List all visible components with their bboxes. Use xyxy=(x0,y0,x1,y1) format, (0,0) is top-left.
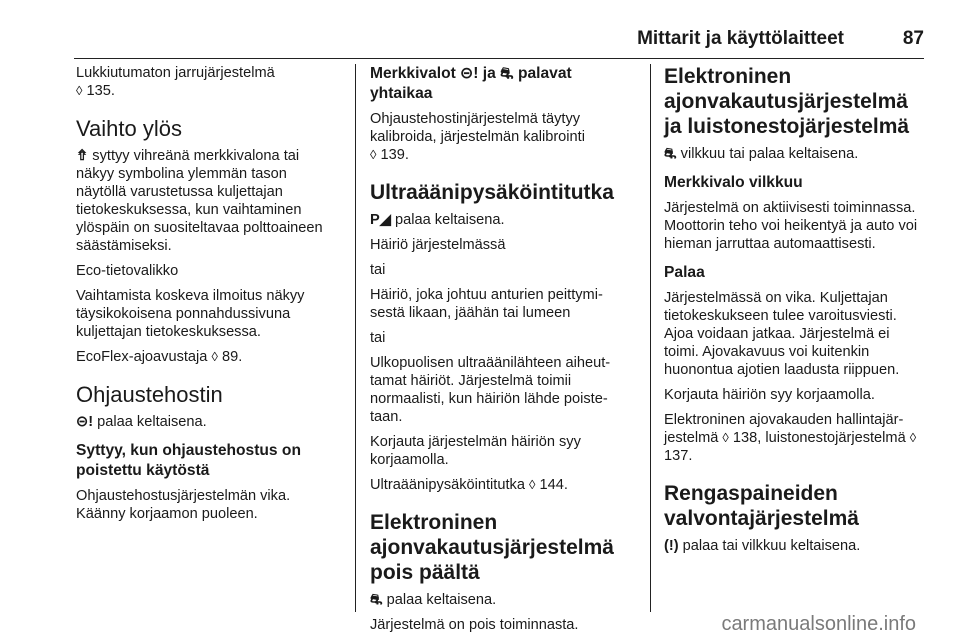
intro-text: Lukkiutumaton jarrujärjestelmä ◊ 135. xyxy=(76,65,275,99)
paragraph: tai xyxy=(370,262,386,278)
subheading: Palaa xyxy=(664,264,705,281)
paragraph: Ultraäänipysäköintitutka ◊ 144. xyxy=(370,477,568,493)
paragraph: Korjauta häiriön syy korjaamolla. xyxy=(664,387,875,403)
heading-esc-off: Elektroninen ajonvakautusjärjestelmä pois päältä xyxy=(370,511,614,584)
steering-warning-icon: ⊝! xyxy=(460,65,479,82)
paragraph: Häiriö järjestelmässä xyxy=(370,237,506,253)
reference-icon: ◊ xyxy=(211,349,218,364)
section-title: Mittarit ja käyttölaitteet xyxy=(637,28,844,49)
paragraph: ⊝! palaa keltaisena. xyxy=(76,414,207,430)
reference-icon: ◊ xyxy=(76,83,83,98)
paragraph: Korjauta järjestelmän häiriön syy korjaamolla. xyxy=(370,434,581,468)
column-1 xyxy=(76,64,338,530)
paragraph: ⇮ syttyy vihreänä merkkivalona tai näkyy symbolina ylemmän tason näytöllä varustetussa kuljettajan tietokeskuksessa, kun vaihtaminen ylöspäin on suositeltavaa polttoaineen säästämiseksi. xyxy=(76,148,323,254)
paragraph: EcoFlex-ajoavustaja ◊ 89. xyxy=(76,349,243,365)
heading-esc: Elektroninen ajonvakautusjärjestelmä ja luistonestojärjestelmä xyxy=(664,65,910,138)
reference-icon: ◊ xyxy=(529,477,536,492)
paragraph: P◢ palaa keltaisena. xyxy=(370,212,505,228)
upshift-icon: ⇮ xyxy=(76,148,89,164)
paragraph: tai xyxy=(370,330,386,346)
paragraph: Järjestelmä on pois toiminnasta. xyxy=(370,617,579,633)
esc-off-icon: ⛐ xyxy=(370,592,383,608)
paragraph: Vaihtamista koskeva ilmoitus näkyy täysikokoisena ponnahdussivuna kuljettajan tietokeskuksessa. xyxy=(76,288,305,340)
esc-icon: ⛐ xyxy=(500,65,514,82)
column-divider xyxy=(650,64,651,612)
reference-icon: ◊ xyxy=(370,147,377,162)
header-divider xyxy=(74,58,924,59)
heading-ohjaus: Ohjaustehostin xyxy=(76,382,223,407)
heading-tpms: Rengaspaineiden valvontajärjestelmä xyxy=(664,482,859,530)
reference-icon: ◊ xyxy=(722,430,729,445)
paragraph: Ulkopuolisen ultraäänilähteen aiheuttamat häiriöt. Järjestelmä toimii normaalisti, kun häiriön lähde poistetaan. xyxy=(370,355,611,425)
column-3 xyxy=(664,64,926,562)
watermark: carmanualsonline.info xyxy=(721,613,916,635)
subheading: Syttyy, kun ohjaustehostus on poistettu käytöstä xyxy=(76,442,301,479)
page-header xyxy=(74,28,924,54)
steering-warning-icon: ⊝! xyxy=(76,414,94,430)
paragraph: Ohjaustehostusjärjestelmän vika. Käänny korjaamon puoleen. xyxy=(76,488,291,522)
parking-sensor-icon: P◢ xyxy=(370,212,391,228)
paragraph: ⛐ vilkkuu tai palaa keltaisena. xyxy=(664,146,859,162)
page-number: 87 xyxy=(902,28,924,49)
heading-ultra: Ultraäänipysäköintitutka xyxy=(370,181,614,204)
column-2 xyxy=(370,64,632,641)
paragraph: Elektroninen ajovakauden hallintajärjestelmä ◊ 138, luistonestojärjestelmä ◊ 137. xyxy=(664,412,917,464)
tire-pressure-icon: (!) xyxy=(664,538,679,554)
column-divider xyxy=(355,64,356,612)
paragraph: Häiriö, joka johtuu anturien peittymisestä likaan, jäähän tai lumeen xyxy=(370,287,603,321)
subheading-merkkivalot: Merkkivalot ⊝! ja ⛐ palavat yhtaikaa xyxy=(370,65,572,102)
paragraph: (!) palaa tai vilkkuu keltaisena. xyxy=(664,538,861,554)
esc-icon: ⛐ xyxy=(664,146,677,162)
subheading: Merkkivalo vilkkuu xyxy=(664,174,803,191)
paragraph: Järjestelmä on aktiivisesti toiminnassa. Moottorin teho voi heikentyä ja auto voi hieman jarruttaa automaattisesti. xyxy=(664,200,918,252)
paragraph: ⛐ palaa keltaisena. xyxy=(370,592,497,608)
reference-icon: ◊ xyxy=(909,430,917,445)
paragraph: Eco-tietovalikko xyxy=(76,263,179,279)
paragraph: Järjestelmässä on vika. Kuljettajan tietokeskukseen tulee varoitusviesti. Ajoa voidaan jatkaa. Järjestelmä ei toimi. Ajovakavuus voi kuitenkin huonontua ajotien laadusta riippuen. xyxy=(664,290,900,378)
heading-vaihto: Vaihto ylös xyxy=(76,116,182,141)
paragraph: Ohjaustehostinjärjestelmä täytyy kalibroida, järjestelmän kalibrointi ◊ 139. xyxy=(370,111,585,163)
